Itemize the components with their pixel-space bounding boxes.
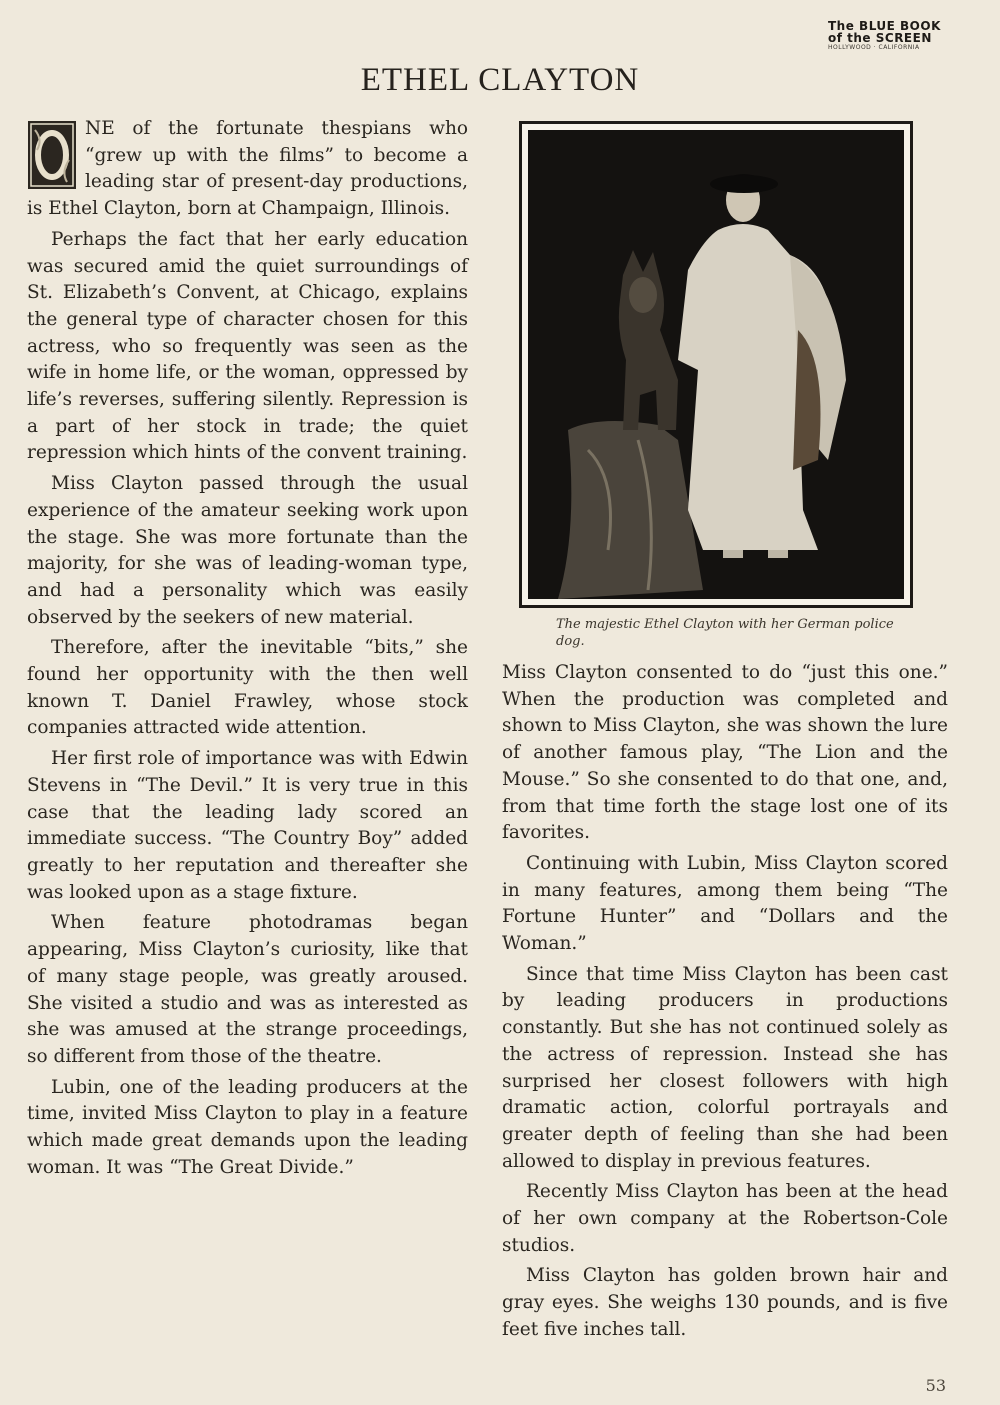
paragraph: Therefore, after the inevitable “bits,” she found her opportunity with the then well known T. Daniel Frawley, whose stock companies attracted wide attention.: [27, 637, 468, 739]
right-column: [502, 660, 948, 1348]
page-number: 53: [925, 1376, 946, 1395]
paragraph: Miss Clayton passed through the usual experience of the amateur seeking work upon the stage. She was more fortunate than the majority, for she was of leading-woman type, and had a personality which was easily observed by the seekers of new material.: [27, 473, 468, 628]
paragraph: Since that time Miss Clayton has been cast by leading producers in productions constantly. But she has not continued solely as the actress of repression. Instead she has surprised her closest followers with high dramatic action, colorful portrayals and greater depth of feeling than she had been allowed to display in previous features.: [502, 963, 948, 1172]
left-column: [27, 116, 468, 1185]
article-title: ETHEL CLAYTON: [360, 62, 640, 98]
paragraph: Miss Clayton has golden brown hair and gray eyes. She weighs 130 pounds, and is five feet five inches tall.: [502, 1265, 948, 1340]
masthead-line-2: of the SCREEN: [828, 31, 932, 45]
portrait-photo: [528, 130, 904, 599]
magazine-masthead: [828, 20, 948, 51]
photo-caption: The majestic Ethel Clayton with her German police dog.: [556, 617, 894, 649]
masthead-line-1: The BLUE BOOK: [828, 19, 941, 33]
paragraph: [27, 116, 468, 223]
ornamental-drop-cap-o-icon: [27, 120, 77, 190]
portrait-illustration: [528, 130, 904, 599]
masthead-line-3: HOLLYWOOD · CALIFORNIA: [828, 44, 920, 51]
paragraph: Continuing with Lubin, Miss Clayton scored in many features, among them being “The Fortune Hunter” and “Dollars and the Woman.”: [502, 852, 948, 955]
paragraph: Miss Clayton consented to do “just this one.” When the production was completed and shown to Miss Clayton, she was shown the lure of another famous play, “The Lion and the Mouse.” So she consented to do that one, and, from that time forth the stage lost one of its favorites.: [502, 662, 948, 844]
paragraph: Lubin, one of the leading producers at the time, invited Miss Clayton to play in a feature which made great demands upon the leading woman. It was “The Great Divide.”: [27, 1076, 468, 1178]
paragraph: Recently Miss Clayton has been at the head of her own company at the Robertson-Cole studios.: [502, 1181, 948, 1256]
paragraph-text: NE of the fortunate thespians who “grew up with the films” to become a leading star of present-day productions, is Ethel Clayton, born at Champaign, Illinois.: [27, 118, 468, 220]
paragraph: Her first role of importance was with Edwin Stevens in “The Devil.” It is very true in this case that the leading lady scored an immediate success. “The Country Boy” added greatly to her reputation and thereafter she was looked upon as a stage fixture.: [27, 748, 468, 903]
paragraph: When feature photodramas began appearing, Miss Clayton’s curiosity, like that of many stage people, was greatly aroused. She visited a studio and was as interested as she was amused at the strange proceedings, so different from those of the theatre.: [27, 912, 468, 1067]
paragraph: Perhaps the fact that her early education was secured amid the quiet surroundings of St. Elizabeth’s Convent, at Chicago, explains the general type of character chosen for this actress, who so frequently was seen as the wife in home life, or the woman, oppressed by life’s reverses, suffering silently. Repression is a part of her stock in trade; the quiet repression which hints of the convent training.: [27, 228, 468, 464]
photo-frame: [519, 121, 913, 608]
